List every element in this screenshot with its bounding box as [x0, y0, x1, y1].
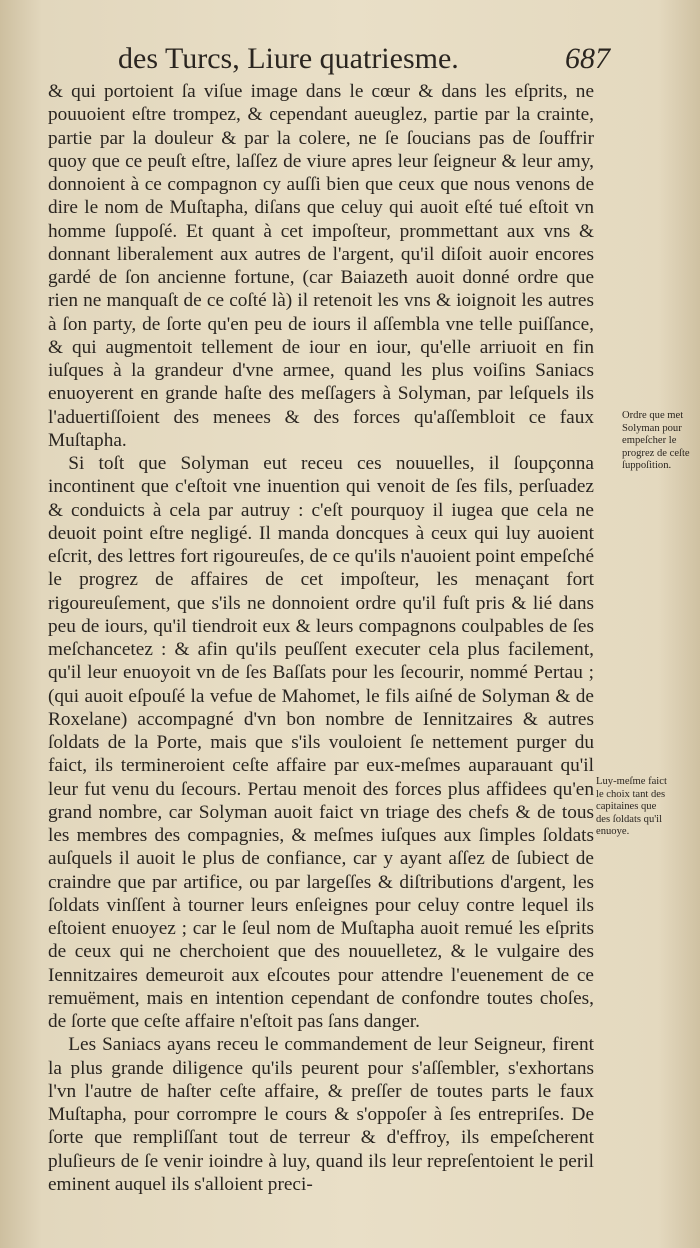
paragraph-3: Les Saniacs ayans receu le commandement de leur Seigneur, firent la plus grande diligence qu'ils peurent pour s'aſſembler, s'exhortans l'vn l'autre de haſter ceſte affaire, & preſſer de toutes parts le faux Muſtapha, pour corrompre le cours & s'oppoſer à ſes entrepriſes. De ſorte que rempliſſant tout de terreur & d'effroy, ils empeſcherent pluſieurs de ſe venir ioindre à luy, quand ils leur repreſentoient le peril eminent auquel ils s'alloient preci- — [48, 1034, 594, 1195]
margin-note-order: Ordre que met Solyman pour empeſcher le progrez de ceſte ſuppoſition. — [622, 410, 690, 472]
paragraph-1: & qui portoient ſa viſue image dans le cœur & dans les eſprits, ne pouuoient eſtre trompez, & cependant aueuglez, partie par la crainte, partie par la douleur & par la colere, ne ſe ſoucians pas de ſouffrir quoy que ce peuſt eſtre, laſſez de viure apres leur ſeigneur & leur amy, donnoient à ce compagnon cy auſſi bien que ceux que nous venons de dire le nom de Muſtapha, diſans que celuy qui auoit eſté tué eſtoit vn homme ſuppoſé. Et quant à cet impoſteur, prommettant aux vns & donnant liberalement aux autres de l'argent, qu'il diſoit auoir encores gardé de ſon ancienne fortune, (car Baiazeth auoit donné ordre que rien ne manquaſt de ce coſté là) il retenoit les vns & ioignoit les autres à ſon party, de ſorte qu'en peu de iours il aſſembla vne telle puiſſance, & qui augmentoit tellement de iour en iour, qu'elle arriuoit en fin iuſques à la grandeur d'vne armee, quand les plus voiſins Saniacs enuoyerent en grande haſte des meſſagers à Solyman, par leſquels ils l'aduertiſſoient des menees & des forces qu'aſſembloit ce faux Muſtapha. — [48, 81, 594, 451]
page-number: 687 — [565, 42, 610, 75]
header-title: des Turcs, Liure quatriesme. — [118, 42, 459, 75]
body-text — [48, 80, 594, 1196]
margin-note-choice: Luy-meſme faict le choix tant des capitaines que des ſoldats qu'il enuoye. — [596, 776, 667, 838]
paragraph-2: Si toſt que Solyman eut receu ces nouuelles, il ſoupçonna incontinent que c'eſtoit vne inuention qui venoit de ſes fils, perſuadez & conduicts à cela par autruy : c'eſt pourquoy il iugea que cela ne deuoit point eſtre negligé. Il manda doncques à ceux qui luy auoient eſcrit, des lettres fort rigoureuſes, de ce qu'ils n'auoient point empeſché le progrez de affaires de cet impoſteur, les menaçant fort rigoureuſement, que s'ils ne donnoient ordre qu'il fuſt pris & lié dans peu de iours, qu'il tiendroit eux & leurs compagnons coulpables de ſes meſchancetez : & afin qu'ils peuſſent executer cela plus facilement, qu'il leur enuoyoit vn de ſes Baſſats pour les ſecourir, nommé Pertau ; (qui auoit eſpouſé la vefue de Mahomet, le fils aiſné de Solyman & de Roxelane) accompagné d'vn bon nombre de Iennitzaires & autres ſoldats de la Porte, mais que s'ils vouloient ſe nettement purger du faict, ils termineroient ceſte affaire par eux-meſmes auparauant qu'il leur fut venu du ſecours. Pertau menoit des forces plus affidees qu'en grand nombre, car Solyman auoit faict vn triage des chefs & de tous les membres des compagnies, & meſmes iuſques aux ſimples ſoldats auſquels il auoit le plus de confiance, car y ayant aſſez de ſubiect de craindre que par artifice, ou par largeſſes & diſtributions d'argent, les ſoldats vinſſent à tourner leurs enſeignes pour celuy contre lequel ils eſtoient enuoyez ; car le ſeul nom de Muſtapha auoit remué les eſprits de ceux qui ne cherchoient que des nouuelletez, & le vulgaire des Iennitzaires demeuroit aux eſcoutes pour attendre l'euenement de ce remuëment, mais en intention cependant de confondre toutes choſes, de ſorte que ceſte affaire n'eſtoit pas ſans danger. — [48, 453, 594, 1032]
